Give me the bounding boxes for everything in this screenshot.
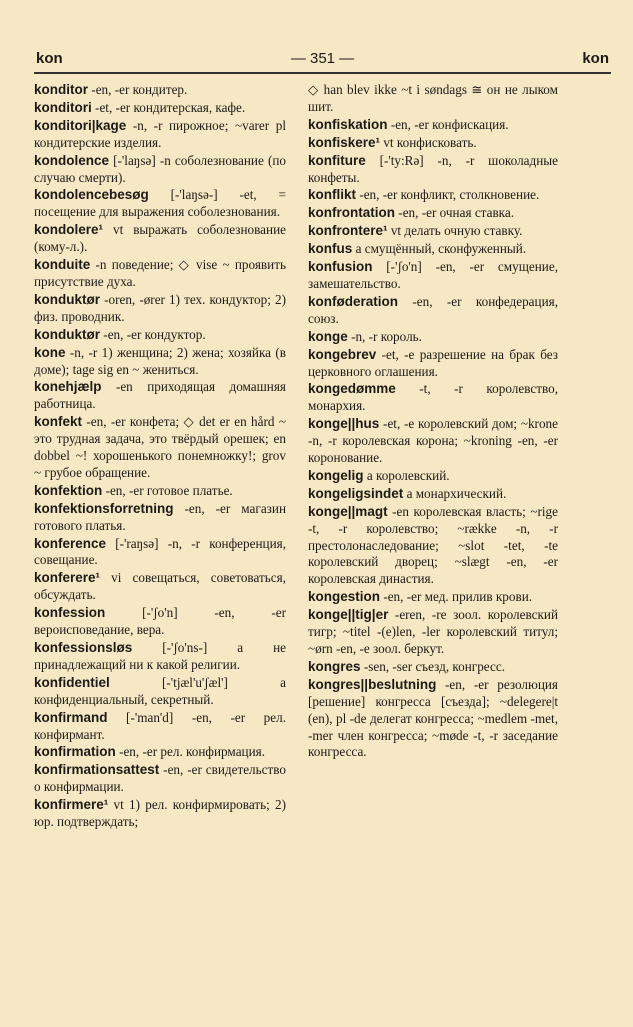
entry-definition: -oren, -ører 1) тех. кондуктор; 2) физ. проводник. [34,291,286,324]
entry-headword: konfektion [34,482,103,498]
entry-definition: -en, -er конфедерация, союз. [308,293,558,326]
entry-definition: -en, -er конфета; ◇ det er en hård ~ это трудная задача, это твёрдый орешек; en dobbel ~! хорошенького понемножку!; grov ~ грубое обращение. [34,414,286,480]
dictionary-entry [308,187,558,204]
dictionary-entry [308,329,558,346]
entry-headword: konfus [308,241,353,257]
entry-headword: konferere¹ [34,570,101,586]
entry-headword: konfirmation [34,744,116,760]
header-rule [34,72,611,74]
dictionary-entry [308,294,558,328]
dictionary-entry [308,223,558,240]
entry-definition: [-'ʃo'n] -en, -er вероисповедание, вера. [34,605,286,638]
dictionary-entry [308,241,558,258]
entry-definition: vt 1) рел. конфирмировать; 2) юр. подтверждать; [34,797,286,830]
entry-headword: konditori [34,99,92,115]
entry-definition: a монархический. [403,485,507,501]
entry-headword: konference [34,535,107,551]
entry-headword: konditori|kage [34,117,127,133]
entry-definition: -en, -er конфискация. [387,116,509,132]
dictionary-entry [34,327,286,344]
dictionary-entry [308,117,558,134]
entry-headword: konehjælp [34,379,102,395]
dictionary-entry [34,414,286,482]
dictionary-entry [34,605,286,639]
entry-definition: -en, -er готовое платье. [102,482,233,498]
dictionary-entry [34,257,286,291]
dictionary-entry [308,504,558,589]
entry-headword: konfirmationsattest [34,762,160,778]
dictionary-entry [308,677,558,762]
entry-headword: konfidentiel [34,674,110,690]
entry-definition: a смущённый, сконфуженный. [352,241,527,257]
dictionary-entry [34,797,286,831]
dictionary-entry [34,153,286,187]
entry-headword: konditor [34,82,88,97]
dictionary-entry [308,347,558,381]
dictionary-entry [308,153,558,187]
dictionary-entry [34,100,286,117]
header-right-guide-word: kon [582,50,609,67]
dictionary-entry [34,640,286,674]
entry-headword: konge||hus [308,416,380,432]
entry-headword: kongebrev [308,346,377,362]
dictionary-entry [308,82,558,116]
entry-headword: konfrontation [308,205,395,221]
entry-definition: -en королевская власть; ~rige -t, -r королевство; ~række -n, -r престолонаследование; ~slot -tet, -te королевский дворец; ~slægt -en, -er королевская династия. [308,503,558,587]
entry-definition: -et, -e разрешение на брак без церковного оглашения. [308,346,558,379]
entry-headword: konge||magt [308,503,388,519]
entry-definition: -n, -r король. [347,328,422,344]
entry-headword: konflikt [308,187,357,203]
dictionary-entry [34,762,286,796]
entry-headword: kongres||beslutning [308,676,437,692]
entry-headword: konfession [34,605,106,621]
entry-definition: -et, -e королевский дом; ~krone -n, -r королевская корона; ~kroning -en, -er коронование. [308,416,558,466]
dictionary-entry [308,205,558,222]
dictionary-entry [34,536,286,570]
header-left-guide-word: kon [36,50,63,67]
entry-headword: kongeligsindet [308,485,404,501]
dictionary-entry [34,82,286,99]
entry-definition: a королевский. [363,467,450,483]
entry-headword: konfiskation [308,116,388,132]
entry-headword: konfrontere¹ [308,223,388,239]
dictionary-entry [34,345,286,379]
entry-definition: -en, -er резолюция [решение] конгресса [съезда]; ~delegere|t (en), pl -de делегат конгресса; ~medlem -met, -mer член конгресса; ~møde -t, -r заседание конгресса. [308,676,558,760]
entry-definition: [-'ʃo'n] -en, -er смущение, замешательство. [308,259,558,291]
dictionary-entry [308,259,558,293]
entry-definition: -et, -er кондитерская, кафе. [91,99,246,115]
page-header [36,50,609,70]
entry-headword: kongedømme [308,381,396,397]
entry-headword: kondolencebesøg [34,187,149,203]
entry-definition: vt выражать соболезнование (кому-л.). [34,222,286,255]
entry-headword: kone [34,344,66,360]
entry-headword: konfusion [308,259,373,275]
entry-definition: -eren, -re зоол. королевский тигр; ~titel -(e)len, -ler королевский титул; ~ørn -en, -e зоол. беркут. [308,607,558,656]
entry-definition: -en, -er рел. конфирмация. [115,744,266,760]
entry-headword: konduktør [34,326,100,342]
entry-definition: -sen, -ser съезд, конгресс. [360,658,505,674]
entry-definition: -en, -er кондитер. [88,82,188,97]
dictionary-entry [34,187,286,221]
entry-definition: -n поведение; ◇ vise ~ проявить присутствие духа. [34,257,286,289]
dictionary-entry [34,118,286,152]
entry-headword: konfektionsforretning [34,500,174,516]
entry-headword: kongestion [308,589,381,605]
entry-headword: konføderation [308,293,398,309]
dictionary-entry [308,468,558,485]
dictionary-entry [34,222,286,256]
entry-definition: [-'laŋsə-] -et, = посещение для выражения соболезнования. [34,187,286,220]
entry-definition: vi совещаться, советоваться, обсуждать. [34,570,286,603]
entry-definition: [-'laŋsə] -n соболезнование (по случаю смерти). [34,152,286,185]
entry-definition: vt конфисковать. [380,134,477,150]
entry-definition: -en, -er мед. прилив крови. [380,589,533,605]
page-number: — 351 — [290,50,355,67]
left-column [34,82,286,1009]
entry-headword: konfiture [308,152,366,168]
dictionary-entry [308,607,558,658]
dictionary-entry [308,659,558,676]
entry-definition: -t, -r королевство, монархия. [308,381,558,414]
entry-definition: -en, -er конфликт, столкновение. [356,187,540,203]
dictionary-entry [34,292,286,326]
entry-definition: -n, -r пирожное; ~varer pl кондитерские изделия. [34,117,286,150]
entry-headword: kongelig [308,467,364,483]
dictionary-entry [34,744,286,761]
dictionary-entry [308,381,558,415]
entry-headword: kondolere¹ [34,222,104,238]
entry-definition: -en, -er свидетельство о конфирмации. [34,762,286,795]
entry-definition: vt делать очную ставку. [387,223,523,239]
entry-headword: konge [308,328,348,344]
dictionary-entry [34,501,286,535]
dictionary-entry [34,710,286,744]
dictionary-entry [34,379,286,413]
entry-definition: [-'ty:Rə] -n, -r шоколадные конфеты. [308,152,558,185]
entry-headword: konduite [34,257,91,273]
entry-definition: -n, -r 1) женщина; 2) жена; хозяйка (в доме); tage sig en ~ жениться. [34,344,286,377]
dictionary-entry [34,675,286,709]
entry-headword: kondolence [34,152,110,168]
entry-headword: konfiskere¹ [308,134,381,150]
entry-headword: kongres [308,658,361,674]
dictionary-entry [34,570,286,604]
entry-definition: -en приходящая домашняя работница. [34,379,286,412]
entry-definition: -en, -er кондуктор. [100,326,206,342]
entry-definition: [-'raŋsə] -n, -r конференция, совещание. [34,535,286,568]
entry-definition: [-'man'd] -en, -er рел. конфирмант. [34,709,286,742]
entry-definition: ◇ han blev ikke ~t i søndags ≅ он не лыком шит. [308,82,558,114]
entry-headword: konduktør [34,291,100,307]
dictionary-entry [308,135,558,152]
entry-definition: -en, -er очная ставка. [395,205,515,221]
entry-headword: konfirmand [34,709,108,725]
entry-definition: -en, -er магазин готового платья. [34,500,286,533]
dictionary-entry [308,416,558,467]
entry-headword: konfirmere¹ [34,797,109,813]
entry-definition: [-'tjæl'u'ʃæl'] a конфиденциальный, секретный. [34,674,286,707]
dictionary-entry [34,483,286,500]
right-column [308,82,558,1009]
entry-headword: konge||tig|er [308,607,389,623]
dictionary-entry [308,486,558,503]
entry-definition: [-'ʃo'ns-] a не принадлежащий ни к какой религии. [34,640,286,672]
dictionary-entry [308,589,558,606]
entry-headword: konfessionsløs [34,640,133,655]
entry-headword: konfekt [34,414,83,430]
